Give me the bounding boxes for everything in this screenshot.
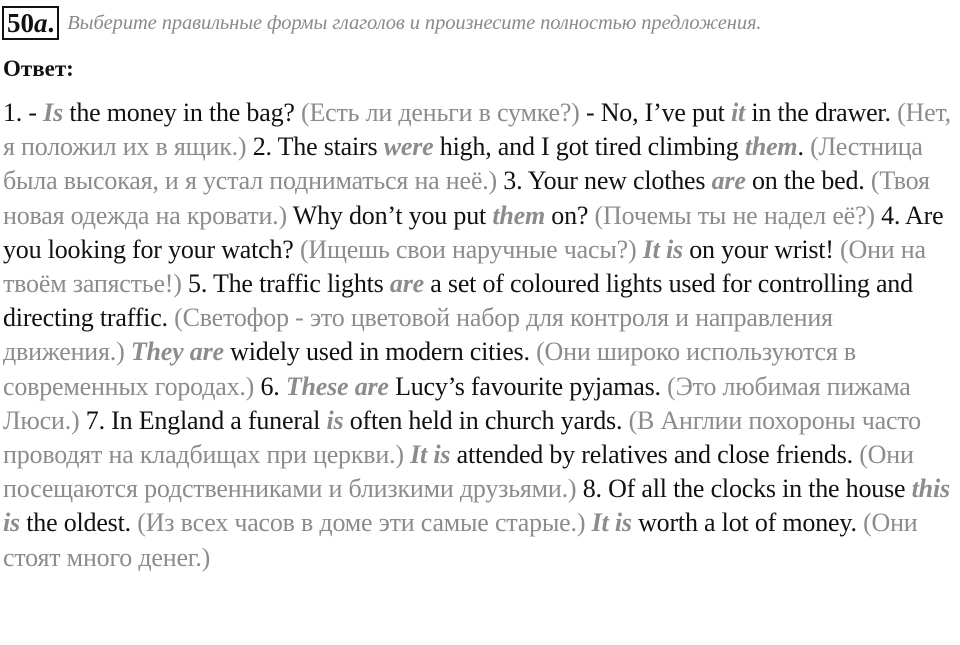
russian-translation: (Они широко используются в современных городах.) [3,337,857,401]
answer-text [3,96,958,575]
english-text: 7. In England a funeral [79,405,327,435]
russian-translation: (Твоя новая одежда на кровати.) [3,166,930,230]
answer-word: it [730,98,746,127]
exercise-header [2,6,957,40]
answer-word: are [711,166,746,196]
russian-translation: (Это любимая пижама Люси.) [3,371,911,435]
answer-word: this is [3,474,950,538]
english-text: high, and I got tired climbing [433,132,745,162]
english-text: - No, I’ve put [579,98,731,127]
english-text: . [797,132,811,162]
english-text: 1. - [3,98,44,127]
answer-word: These are [285,371,389,401]
exercise-number: 50 [7,8,34,38]
english-text: Lucy’s favourite pyjamas. [388,371,668,401]
russian-translation: (Ищешь свои наручные часы?) [299,234,637,264]
russian-translation: (Светофор - это цветовой набор для контроля и направления движения.) [3,303,833,367]
russian-translation: (Они на твоём запястье!) [3,234,926,299]
answer-word: them [492,200,545,230]
english-text: in the drawer. [745,98,898,127]
exercise-instruction: Выберите правильные формы глаголов и произнесите полностью предложения. [67,11,762,34]
answer-word: It is [410,440,451,470]
english-text: on your wrist! [682,234,841,264]
english-text: a set of coloured lights used for controlling and directing traffic. [3,269,913,333]
russian-translation: (В Англии похороны часто проводят на кладбищах при церкви.) [3,405,921,470]
english-text: 8. Of all the clocks in the house [576,474,912,504]
answer-word: them [744,132,798,162]
english-text: 2. The stairs [246,132,384,162]
english-text: worth a lot of money. [631,508,864,538]
english-text: Why don’t you put [286,200,493,230]
answer-word: It is [642,234,683,264]
answer-word: are [389,269,424,299]
english-text: 4. Are you looking for your watch? [3,200,944,264]
english-text: 3. Your new clothes [496,166,712,196]
english-text: on? [544,200,595,230]
russian-translation: (Почемы ты не надел её?) [594,200,875,230]
english-text: attended by relatives and close friends. [450,440,860,470]
exercise-number-dot: . [47,8,55,38]
russian-translation: (Они посещаются родственниками и близкими друзьями.) [3,440,914,504]
russian-translation: (Лестница была высокая, и я устал подниматься на неё.) [3,132,923,196]
answer-word: They are [130,337,224,367]
answer-word: It is [591,508,632,538]
english-text: 5. The traffic lights [181,269,390,299]
english-text: the money in the bag? [63,98,302,127]
russian-translation: (Есть ли деньги в сумке?) [301,98,580,127]
russian-translation: (Они стоят много денег.) [3,508,918,572]
english-text: 6. [254,371,286,401]
answer-label: Ответ: [3,56,74,81]
answer-word: is [326,405,344,435]
answer-word: were [383,132,434,162]
russian-translation: (Из всех часов в доме эти самые старые.) [137,508,586,538]
english-text: often held in church yards. [343,405,629,435]
exercise-letter: a [34,8,48,38]
russian-translation: (Нет, я положил их в ящик.) [3,98,951,162]
english-text: the oldest. [19,508,138,538]
answer-word: Is [43,98,64,127]
exercise-number-box [2,6,59,40]
english-text: widely used in modern cities. [223,337,537,367]
english-text: on the bed. [745,166,871,196]
